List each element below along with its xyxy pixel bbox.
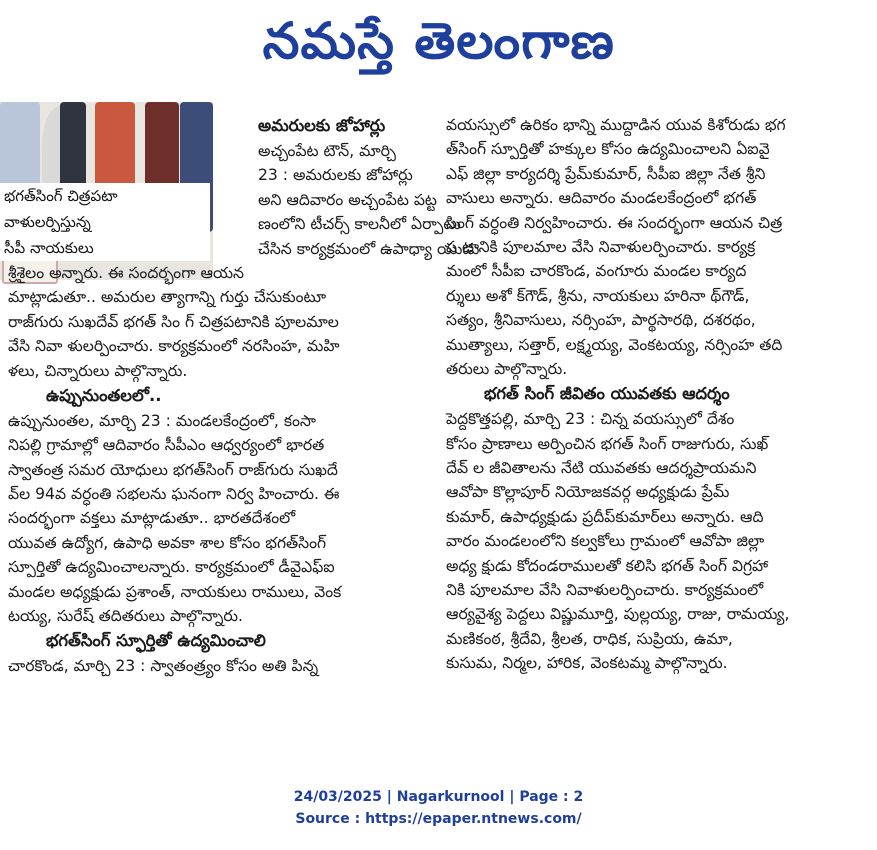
article-line: సందర్భంగా వక్తలు మాట్లాడుతూ.. భారతదేశంలో	[8, 509, 296, 528]
article-line: ఉప్పునుంతల, మార్చి 23 : మండలకేంద్రంలో, కంసా	[8, 411, 316, 430]
article-line: నిపల్లి గ్రామాల్లో ఆదివారం సీపీఎం ఆధ్వర్యంలో భారత	[8, 436, 325, 455]
source-link[interactable]: Source : https://epaper.ntnews.com/	[295, 811, 582, 827]
newspaper-masthead	[0, 4, 877, 84]
page-footer	[0, 786, 877, 830]
article-line: యువత ఉద్యోగ, ఉపాధి అవకా శాల కోసం భగత్‌సింగ్	[8, 533, 327, 552]
article-line: దేవ్ ల జీవితాలను నేటి యువతకు ఆదర్శప్రాయమని	[446, 459, 757, 478]
article-line: చేసిన కార్యక్రమంలో ఉపాధ్యా యుడు	[258, 239, 480, 258]
article-line: సత్యం, శ్రీనివాసులు, నర్సింహ, పార్థసారథి, దశరథం,	[446, 311, 756, 330]
article-line: ఆవోపా కొల్లాపూర్ నియోజకవర్గ అధ్యక్షుడు ప్రేమ్	[446, 483, 730, 502]
article-line: స్వాతంత్ర సమర యోధులు భగత్‌సింగ్ రాజ్‌గురు సుఖదే	[8, 460, 338, 479]
caption-line: వాళులర్పిస్తున్న	[4, 213, 91, 231]
article-line: మాట్లాడుతూ.. అమరుల త్యాగాన్ని గుర్తు చేసుకుంటూ	[8, 288, 326, 307]
article-line: ప టానికి పూలమాల వేసి నివాళులర్పించారు. కార్యక్ర	[446, 237, 756, 256]
article-line: నికి పూలమాల వేసి నివాళులర్పించారు. కార్యక్రమంలో	[446, 581, 764, 600]
newspaper-logo: నమస్తే తెలంగాణ	[262, 11, 615, 70]
article-heading: భగత్ సింగ్ జీవితం యువతకు ఆదర్శం	[484, 384, 730, 404]
article-line: త్‌సింగ్ స్పూర్తితో హక్కుల కోసం ఉద్యమించాలని ఏఐవై	[446, 140, 770, 159]
article-line: వ్‌ల 94వ వర్ధంతి సభలను ఘనంగా నిర్వ హించారు. ఈ	[8, 485, 340, 504]
article-line: కుమార్, ఉపాధ్యక్షుడు ప్రదీప్‌కుమార్‌లు అన్నారు. ఆది	[446, 507, 764, 526]
article-line: మణికంఠ, శ్రీదేవి, శ్రీలత, రాధిక, సుప్రియ, ఉమా,	[446, 629, 733, 648]
article-line: సింగ్ వర్ధంతి నిర్వహించారు. ఈ సందర్భంగా ఆయన చిత్ర	[446, 213, 783, 232]
article-line: ముత్యాలు, సత్తార్, లక్ష్మయ్య, వెంకటయ్య, నర్సింహ తది	[446, 335, 783, 354]
article-line: ళలు, చిన్నారులు పాల్గొన్నారు.	[8, 361, 188, 380]
article-line: వారం మండలంలోని కల్వకోలు గ్రామంలో ఆవోపా జిల్లా	[446, 532, 765, 551]
article-line: తరులు పాల్గొన్నారు.	[446, 359, 568, 378]
article-line: ఎఫ్ జిల్లా కార్యదర్శి ప్రేమ్‌కుమార్, సీపీఐ జిల్లా నేత శ్రీని	[446, 164, 766, 183]
article-line: కుసుమ, నిర్మల, హారిక, వెంకటమ్మ పాల్గొన్నారు.	[446, 654, 728, 673]
article-line: వేసి నివా ళులర్పించారు. కార్యక్రమంలో నరసింహ, మహి	[8, 337, 340, 356]
article-line: మండల అధ్యక్షుడు ప్రశాంత్, నాయకులు రాములు, వెంక	[8, 582, 342, 601]
article-line: ఆర్యవైశ్య పెద్దలు విష్ణుమూర్తి, పుల్లయ్య, రాజు, రామయ్య,	[446, 605, 790, 624]
article-line: అని ఆదివారం అచ్చంపేట పట్ట	[258, 190, 437, 209]
article-line: ర్శులు అశో క్‌గౌడ్, శ్రీను, నాయకులు హరినా థ్‌గౌడ్,	[446, 286, 750, 305]
article-heading: భగత్‌సింగ్ స్ఫూర్తితో ఉద్యమించాలి	[46, 631, 266, 651]
article-line: ణంలోని టీచర్స్ కాలనీలో ఏర్పాటు	[258, 215, 461, 234]
caption-line: సీపీ నాయకులు	[4, 239, 94, 257]
article-line: కోసం ప్రాణాలు అర్పించిన భగత్ సింగ్ రాజుగురు, సుఖ్	[446, 434, 769, 453]
article-line: అచ్చంపేట టౌన్, మార్చి	[258, 142, 396, 160]
article-heading: అమరులకు జోహార్లు	[258, 116, 386, 135]
article-line: స్పూర్తితో ఉద్యమించాలన్నారు. కార్యక్రమంలో డీవైఎఫ్ఐ	[8, 558, 335, 577]
left-column	[8, 113, 480, 679]
article-line: వాసులు అన్నారు. ఆదివారం మండలకేంద్రంలో భగత్	[446, 189, 757, 208]
article-line: చారకొండ, మార్చి 23 : స్వాతంత్ర్యం కోసం అతి పిన్న	[8, 657, 319, 676]
article-line: 23 : అమరులకు జోహార్లు	[258, 166, 413, 185]
article-heading: ఉప్పునుంతలలో..	[46, 385, 162, 405]
article-line: మంలో సీపీఐ చారకొండ, వంగూరు మండల కార్యద	[446, 262, 747, 281]
caption-line: భగత్‌సింగ్ చిత్రపటా	[4, 187, 118, 205]
article-line: అధ్య క్షుడు కోదండరాములతో కలిసి భగత్ సింగ్ విగ్రహా	[446, 556, 769, 575]
edition-info: 24/03/2025 | Nagarkurnool | Page : 2	[293, 789, 584, 805]
article-line: టయ్య, సురేష్ తదితరులు పాల్గొన్నారు.	[8, 607, 243, 626]
right-column	[446, 113, 864, 676]
article-line: వయస్సులో ఉరికం భాన్ని ముద్దాడిన యువ కిశోరుడు భగ	[446, 116, 786, 134]
article-line: పెద్దకొత్తపల్లి, మార్చి 23 : చిన్న వయస్సులో దేశం	[446, 410, 735, 429]
article-line: రాజ్‌గురు సుఖదేవ్ భగత్ సిం గ్ చిత్రపటానికి పూలమాల	[8, 312, 339, 331]
article-line: శ్రీశైలం అన్నారు. ఈ సందర్భంగా ఆయన	[8, 263, 244, 282]
